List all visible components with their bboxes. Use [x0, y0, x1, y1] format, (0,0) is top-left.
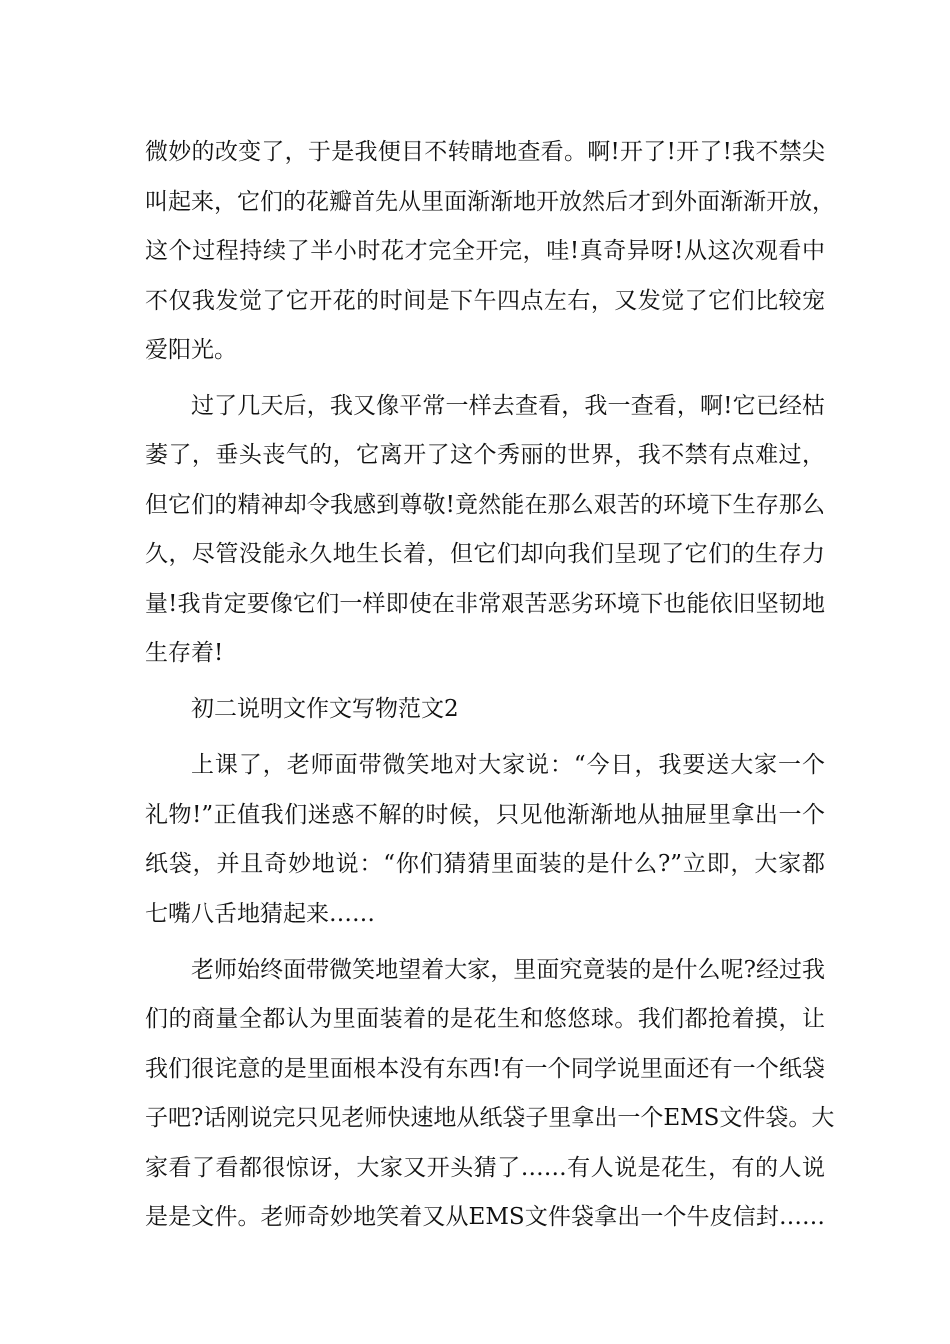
text-line: 上课了，老师面带微笑地对大家说：“今日，我要送大家一个 — [191, 752, 825, 779]
text-line: 不仅我发觉了它开花的时间是下午四点左右，又发觉了它们比较宠 — [145, 287, 825, 314]
text-line: 萎了，垂头丧气的，它离开了这个秀丽的世界，我不禁有点难过， — [145, 442, 825, 469]
text-line: 这个过程持续了半小时花才完全开完，哇!真奇异呀!从这次观看中 — [145, 238, 825, 264]
text-line: 老师始终面带微笑地望着大家，里面究竟装的是什么呢?经过我 — [191, 956, 825, 983]
paragraph-2 — [145, 382, 825, 679]
text-line: 家看了看都很惊讶，大家又开头猜了……有人说是花生，有的人说 — [145, 1154, 825, 1181]
article-body — [145, 128, 835, 1243]
text-line: 礼物!”正值我们迷惑不解的时候，只见他渐渐地从抽屉里拿出一个 — [145, 801, 825, 828]
paragraph-4 — [145, 946, 835, 1243]
section-heading — [145, 685, 825, 735]
text-line: 爱阳光。 — [145, 337, 237, 363]
text-line: 们的商量全都认为里面装着的是花生和悠悠球。我们都抢着摸，让 — [145, 1006, 825, 1033]
paragraph-1 — [145, 128, 835, 376]
text-line: 但它们的精神却令我感到尊敬!竟然能在那么艰苦的环境下生存那么 — [145, 491, 825, 518]
text-line: 子吧?话刚说完只见老师快速地从纸袋子里拿出一个EMS文件袋。大 — [145, 1105, 835, 1132]
text-line: 是是文件。老师奇妙地笑着又从EMS文件袋拿出一个牛皮信封…… — [145, 1204, 825, 1231]
section-title: 初二说明文作文写物范文2 — [191, 696, 459, 723]
text-line: 七嘴八舌地猜起来…… — [145, 900, 375, 927]
paragraph-3 — [145, 741, 825, 939]
text-line: 纸袋，并且奇妙地说：“你们猜猜里面装的是什么?”立即，大家都 — [145, 851, 825, 878]
text-line: 叫起来，它们的花瓣首先从里面渐渐地开放然后才到外面渐渐开放， — [145, 188, 835, 215]
text-line: 过了几天后，我又像平常一样去查看，我一查看，啊!它已经枯 — [191, 392, 825, 419]
text-line: 生存着! — [145, 640, 224, 667]
text-line: 我们很诧意的是里面根本没有东西!有一个同学说里面还有一个纸袋 — [145, 1055, 825, 1082]
text-line: 量!我肯定要像它们一样即使在非常艰苦恶劣环境下也能依旧坚韧地 — [145, 590, 825, 617]
text-line: 微妙的改变了，于是我便目不转睛地查看。啊!开了!开了!我不禁尖 — [145, 139, 825, 165]
text-line: 久，尽管没能永久地生长着，但它们却向我们呈现了它们的生存力 — [145, 541, 825, 568]
